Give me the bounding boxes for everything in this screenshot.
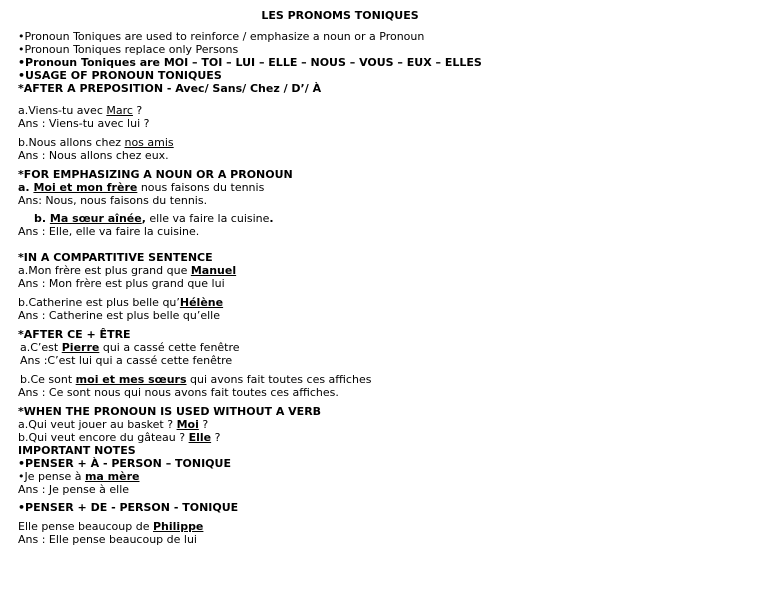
document-title: LES PRONOMS TONIQUES bbox=[261, 9, 419, 22]
underlined-word: moi et mes sœurs bbox=[75, 373, 187, 386]
answer-soeur: Ans : Elle, elle va faire la cuisine. bbox=[18, 225, 200, 238]
example-manuel bbox=[18, 264, 236, 277]
emphasis-heading: *FOR EMPHASIZING A NOUN OR A PRONOUN bbox=[18, 168, 293, 181]
example-text: elle va faire la cuisine bbox=[145, 212, 270, 225]
important-notes-heading: IMPORTANT NOTES bbox=[18, 444, 136, 457]
example-gateau bbox=[18, 431, 220, 444]
example-text: a.Mon frère est plus grand que bbox=[18, 264, 191, 277]
example-text: nous faisons du tennis bbox=[137, 181, 265, 194]
underlined-word: Ma sœur aînée bbox=[49, 212, 142, 225]
example-text: b.Nous allons chez bbox=[18, 136, 125, 149]
example-basket bbox=[18, 418, 208, 431]
intro-line-persons: •Pronoun Toniques replace only Persons bbox=[18, 43, 239, 56]
underlined-word: Manuel bbox=[190, 264, 237, 277]
answer-marc: Ans : Viens-tu avec lui ? bbox=[18, 117, 150, 130]
answer-mere: Ans : Je pense à elle bbox=[18, 483, 130, 496]
example-text: a.Qui veut jouer au basket ? bbox=[18, 418, 177, 431]
underlined-word: Elle bbox=[188, 431, 212, 444]
example-text: ? bbox=[211, 431, 221, 444]
example-text: •Je pense à bbox=[18, 470, 85, 483]
example-text: b.Catherine est plus belle qu’ bbox=[18, 296, 180, 309]
example-text: qui avons fait toutes ces affiches bbox=[186, 373, 372, 386]
example-philippe bbox=[18, 520, 203, 533]
example-text: ? bbox=[132, 104, 143, 117]
example-text: qui a cassé cette fenêtre bbox=[99, 341, 240, 354]
underlined-word: Pierre bbox=[61, 341, 100, 354]
answer-soeurs: Ans : Ce sont nous qui nous avons fait toutes ces affiches. bbox=[18, 386, 339, 399]
underlined-word: Philippe bbox=[152, 520, 204, 533]
underlined-word: Moi et mon frère bbox=[33, 181, 138, 194]
example-helene bbox=[18, 296, 223, 309]
answer-helene: Ans : Catherine est plus belle qu’elle bbox=[18, 309, 220, 322]
without-verb-heading: *WHEN THE PRONOUN IS USED WITHOUT A VERB bbox=[18, 405, 322, 418]
answer-amis: Ans : Nous allons chez eux. bbox=[18, 149, 169, 162]
underlined-word: Marc bbox=[106, 104, 133, 117]
example-mere bbox=[18, 470, 139, 483]
example-frere bbox=[18, 181, 264, 194]
intro-line-list: •Pronoun Toniques are MOI – TOI – LUI – ELLE – NOUS – VOUS – EUX – ELLES bbox=[18, 56, 482, 69]
penser-a-heading: •PENSER + À - PERSON – TONIQUE bbox=[18, 457, 231, 470]
example-soeurs bbox=[20, 373, 371, 386]
example-text: a.Viens-tu avec bbox=[18, 104, 107, 117]
comparative-heading: *IN A COMPARTITIVE SENTENCE bbox=[18, 251, 213, 264]
example-text: a. bbox=[18, 181, 34, 194]
example-text: , bbox=[141, 212, 146, 225]
penser-de-heading: •PENSER + DE - PERSON - TONIQUE bbox=[18, 501, 239, 514]
answer-manuel: Ans : Mon frère est plus grand que lui bbox=[18, 277, 225, 290]
underlined-word: Moi bbox=[176, 418, 199, 431]
answer-philippe: Ans : Elle pense beaucoup de lui bbox=[18, 533, 197, 546]
answer-pierre: Ans :C’est lui qui a cassé cette fenêtre bbox=[20, 354, 233, 367]
underlined-word: Hélène bbox=[179, 296, 224, 309]
preposition-heading: *AFTER A PREPOSITION - Avec/ Sans/ Chez / D’/ À bbox=[18, 82, 322, 95]
example-text: b.Ce sont bbox=[20, 373, 76, 386]
example-text: ? bbox=[198, 418, 209, 431]
usage-heading: •USAGE OF PRONOUN TONIQUES bbox=[18, 69, 222, 82]
example-amis bbox=[18, 136, 174, 149]
intro-line-reinforce: •Pronoun Toniques are used to reinforce / emphasize a noun or a Pronoun bbox=[18, 30, 425, 43]
example-text: b.Qui veut encore du gâteau ? bbox=[18, 431, 189, 444]
example-text: b. bbox=[34, 212, 50, 225]
example-text: Elle pense beaucoup de bbox=[18, 520, 153, 533]
example-text: a.C’est bbox=[20, 341, 62, 354]
ce-etre-heading: *AFTER CE + ÊTRE bbox=[18, 328, 131, 341]
example-soeur bbox=[34, 212, 274, 225]
example-text: . bbox=[269, 212, 274, 225]
example-marc bbox=[18, 104, 142, 117]
example-pierre bbox=[20, 341, 240, 354]
answer-frere: Ans: Nous, nous faisons du tennis. bbox=[18, 194, 208, 207]
underlined-word: nos amis bbox=[124, 136, 174, 149]
underlined-word: ma mère bbox=[84, 470, 140, 483]
